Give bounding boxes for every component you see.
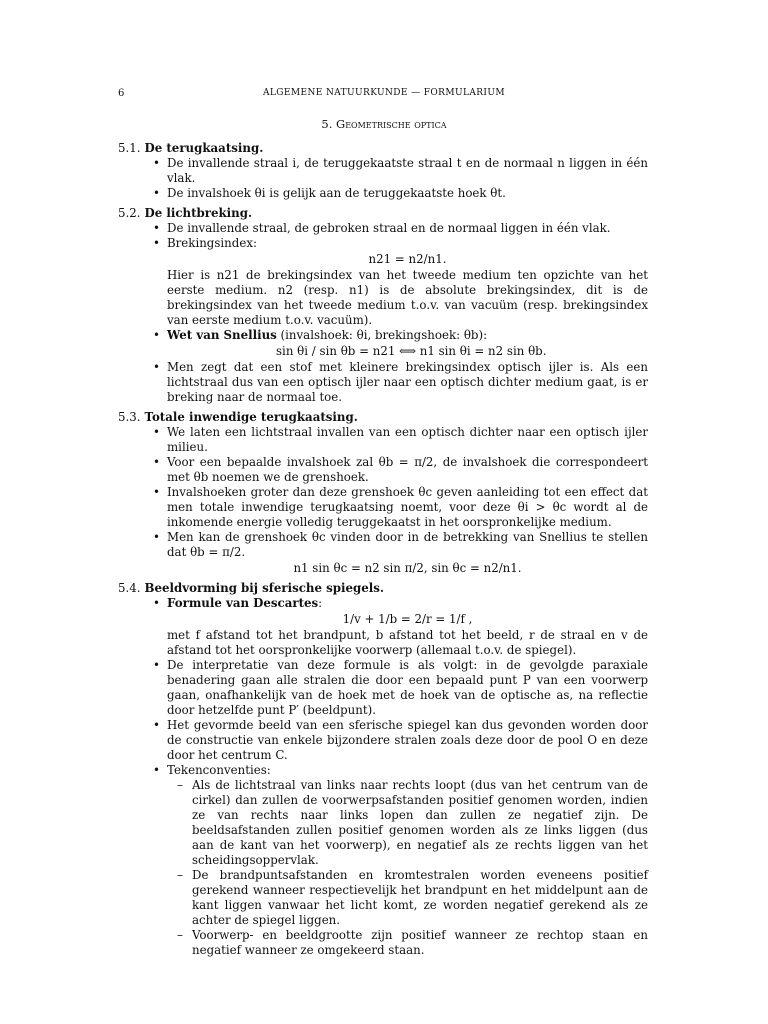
- equation: sin θi / sin θb = n21 ⟺ n1 sin θi = n2 sin θb.: [276, 344, 547, 358]
- section-5-2: [118, 206, 648, 405]
- section-heading: 5.3. Totale inwendige terugkaatsing.: [118, 410, 358, 424]
- list-item: – Als de lichtstraal van links naar rechts loopt (dus van het centrum van de cirkel) dan zullen de voorwerpsafstanden positief genomen worden, indien ze van rechts naar links lopen dan zullen ze negatief zijn. De beeldsafstanden zullen positief genomen worden als ze links liggen (dus aan de kant van het voorwerp), en negatief als ze rechts liggen van het scheidingsoppervlak.: [167, 778, 648, 868]
- equation: 1/v + 1/b = 2/r = 1/f ,: [342, 612, 473, 626]
- list-item: • We laten een lichtstraal invallen van een optisch dichter naar een optisch ijler milieu.: [118, 425, 648, 455]
- section-heading: 5.1. De terugkaatsing.: [118, 141, 264, 155]
- content: [118, 136, 648, 958]
- chapter-title: 5. Geometrische optica: [321, 117, 447, 131]
- list-item: • Wet van Snellius (invalshoek: θi, brekingshoek: θb):: [118, 328, 648, 343]
- equation: n21 = n2/n1.: [368, 252, 447, 266]
- section-heading: 5.4. Beeldvorming bij sferische spiegels.: [118, 581, 384, 595]
- list-item: • Formule van Descartes:: [118, 596, 648, 611]
- list-item: – De brandpuntsafstanden en kromtestralen worden eveneens positief gerekend wanneer respectievelijk het brandpunt en het middelpunt aan de kant liggen vanwaar het licht komt, ze worden negatief gerekend als ze achter de spiegel liggen.: [167, 868, 648, 928]
- running-title: ALGEMENE NATUURKUNDE — FORMULARIUM: [263, 88, 505, 98]
- list-item: – Voorwerp- en beeldgrootte zijn positief wanneer ze rechtop staan en negatief wanneer ze omgekeerd staan.: [167, 928, 648, 958]
- paragraph: met f afstand tot het brandpunt, b afstand tot het beeld, r de straal en v de afstand tot het oorspronkelijke voorwerp (allemaal t.o.v. de spiegel).: [167, 628, 648, 657]
- list-item: • De interpretatie van deze formule is als volgt: in de gevolgde paraxiale benadering gaan alle stralen die door een bepaald punt P van een voorwerp gaan, onafhankelijk van de hoek met de hoek van de optische as, na reflectie door hetzelfde punt P′ (beeldpunt).: [118, 658, 648, 718]
- list-item: • Brekingsindex:: [118, 236, 648, 251]
- list-item: • Voor een bepaalde invalshoek zal θb = π/2, de invalshoek die correspondeert met θb noemen we de grenshoek.: [118, 455, 648, 485]
- section-heading: 5.2. De lichtbreking.: [118, 206, 253, 220]
- list-item: • De invallende straal, de gebroken straal en de normaal liggen in één vlak.: [118, 221, 648, 236]
- list-item: • De invallende straal i, de teruggekaatste straal t en de normaal n liggen in één vlak.: [118, 156, 648, 186]
- list-item: • De invalshoek θi is gelijk aan de teruggekaatste hoek θt.: [118, 186, 648, 201]
- section-5-3: [118, 410, 648, 576]
- list-item: • Tekenconventies: – Als de lichtstraal van links naar rechts loopt (dus van het centrum van de cirkel) dan zullen de voorwerpsafstanden positief genomen worden, indien ze van rechts naar links lopen dan zullen ze negatief zijn. De beeldsafstanden zullen positief genomen worden als ze links liggen (dus aan de kant van het voorwerp), en negatief als ze rechts liggen van het scheidingsoppervlak. – De brandpuntsafstanden en kromtestralen worden eveneens positief gerekend wanneer respectievelijk het brandpunt en het middelpunt aan de kant liggen vanwaar het licht komt, ze worden negatief gerekend als ze achter de spiegel liggen. – Voorwerp- en beeldgrootte zijn positief wanneer ze rechtop staan en negatief wanneer ze omgekeerd staan.: [118, 763, 648, 958]
- list-item: • Het gevormde beeld van een sferische spiegel kan dus gevonden worden door de constructie van enkele bijzondere stralen zoals deze door de pool O en deze door het centrum C.: [118, 718, 648, 763]
- page-number: 6: [118, 88, 125, 99]
- section-5-1: [118, 141, 648, 201]
- list-item: • Men kan de grenshoek θc vinden door in de betrekking van Snellius te stellen dat θb = π/2.: [118, 530, 648, 560]
- paragraph: Hier is n21 de brekingsindex van het tweede medium ten opzichte van het eerste medium. n2 (resp. n1) is de absolute brekingsindex, dit is de brekingsindex van het tweede medium t.o.v. van vacuüm (resp. brekingsindex van eerste medium t.o.v. vacuüm).: [167, 268, 648, 327]
- list-item: • Men zegt dat een stof met kleinere brekingsindex optisch ijler is. Als een lichtstraal dus van een optisch ijler naar een optisch dichter medium gaat, is er breking naar de normaal toe.: [118, 360, 648, 405]
- section-5-4: [118, 581, 648, 958]
- list-item: • Invalshoeken groter dan deze grenshoek θc geven aanleiding tot een effect dat men totale inwendige terugkaatsing noemt, voor deze θi > θc wordt al de inkomende energie volledig teruggekaatst in het oorspronkelijke medium.: [118, 485, 648, 530]
- equation: n1 sin θc = n2 sin π/2, sin θc = n2/n1.: [293, 561, 522, 575]
